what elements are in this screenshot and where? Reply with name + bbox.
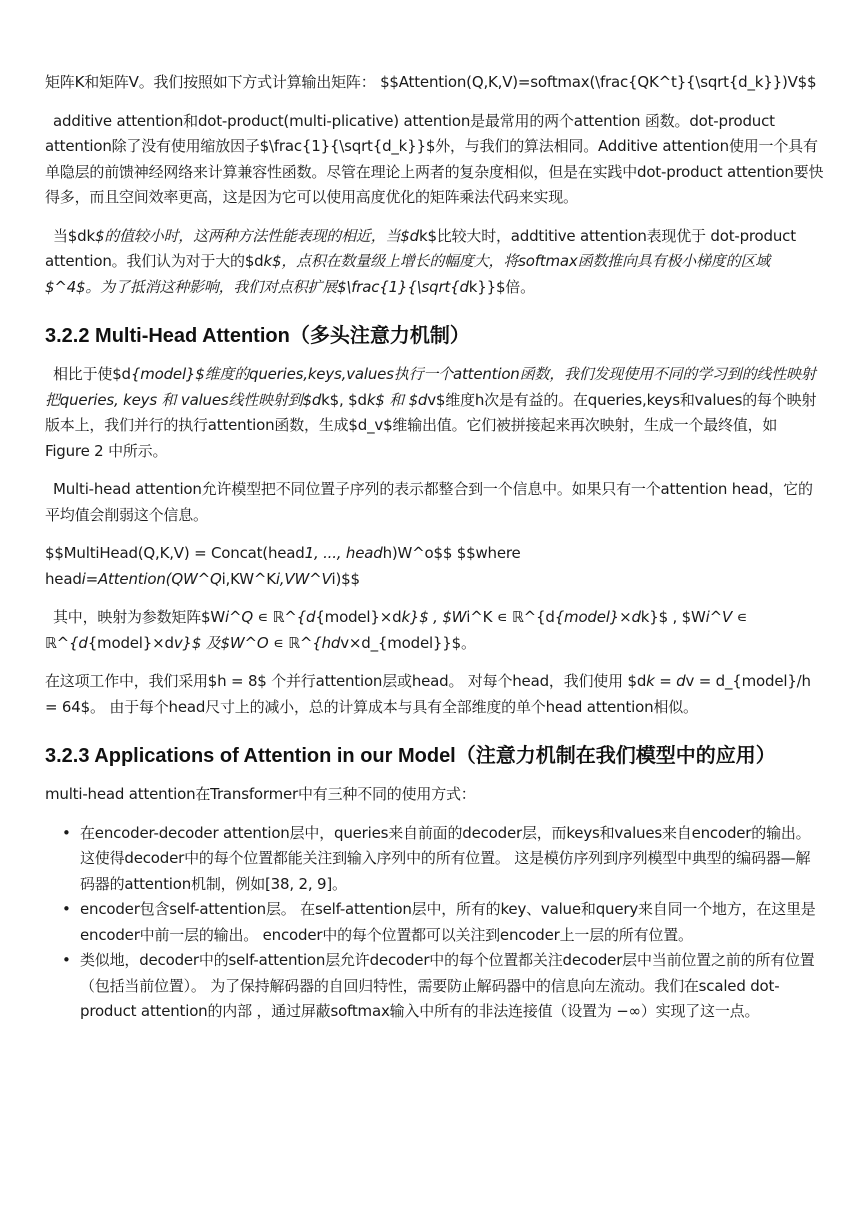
list-item: • 类似地，decoder中的self-attention层允许decoder中的每个位置都关注decoder层中当前位置之前的所有位置（包括当前位置）。 为了保持解码器的自回归特性，需要防止解码器中的信息向左流动。我们在scaled dot-product attention的内部 ，通过屏蔽softmax输入中所有的非法连接值（设置为 −∞）实现了这一点。: [80, 948, 825, 1025]
bullet-icon: •: [62, 951, 71, 969]
list-item: • encoder包含self-attention层。 在self-attention层中，所有的key、value和query来自同一个地方，在这里是encoder中前一层的输出。 encoder中的每个位置都可以关注到encoder上一层的所有位置。: [80, 897, 825, 948]
bullet-icon: •: [62, 900, 71, 918]
paragraph-additive-vs-dot: additive attention和dot-product(multi-plicative) attention是最常用的两个attention 函数。dot-product attention除了没有使用缩放因子$\frac{1}{\sqrt{d_k}}$外，与我们的算法相同。Additive attention使用一个具有单隐层的前馈神经网络来计算兼容性函数。尽管在理论上两者的复杂度相似，但是在实践中dot-product attention要快得多，而且空间效率更高，这是因为它可以使用高度优化的矩阵乘法代码来实现。: [45, 111, 824, 206]
section-heading-multi-head: 3.2.2 Multi-Head Attention（多头注意力机制）: [45, 325, 470, 347]
bullet-icon: •: [62, 823, 71, 842]
document-page: [45, 70, 825, 1025]
paragraph-multi-head-intro: 相比于使$d{model}$维度的queries,keys,values执行一个attention函数，我们发现使用不同的学习到的线性映射把queries, keys 和 values线性映射到$dk$, $dk$ 和 $dv$维度h次是有益的。在queries,keys和values的每个映射版本上，我们并行的执行attention函数，生成$d_v$维输出值。它们被拼接起来再次映射，生成一个最终值，如 Figure 2 中所示。: [45, 365, 817, 460]
section-heading-applications: 3.2.3 Applications of Attention in our Model（注意力机制在我们模型中的应用）: [45, 745, 776, 767]
paragraph-attention-formula: 矩阵K和矩阵V。我们按照如下方式计算输出矩阵： $$Attention(Q,K,V)=softmax(\frac{QK^t}{\sqrt{d_k}})V$$: [45, 73, 817, 91]
paragraph-projection-matrices: 其中，映射为参数矩阵$Wi^Q ∊ ℝ^{d{model}×dk}$ , $Wi^K ∊ ℝ^{d{model}×dk}$ , $Wi^V ∊ ℝ^{d{model}×dv}$ 及$W^O ∊ ℝ^{hdv×d_{model}}$。: [45, 608, 748, 652]
paragraph-usage-intro: multi-head attention在Transformer中有三种不同的使用方式：: [45, 785, 476, 803]
paragraph-multihead-formula: $$MultiHead(Q,K,V) = Concat(head1, ..., headh)W^o$$ $$where headi=Attention(QW^Qi,KW^Ki,VW^Vi)$$: [45, 544, 521, 588]
usage-list: [45, 821, 825, 1025]
paragraph-multi-head-benefit: Multi-head attention允许模型把不同位置子序列的表示都整合到一个信息中。如果只有一个attention head，它的平均值会削弱这个信息。: [45, 480, 813, 524]
paragraph-dk-scaling: 当$dk$的值较小时，这两种方法性能表现的相近，当$dk$比较大时，addtitive attention表现优于 dot-product attention。我们认为对于大的$dk$，点积在数量级上增长的幅度大，将softmax函数推向具有极小梯度的区域$^4$。为了抵消这种影响，我们对点积扩展$\frac{1}{\sqrt{dk}}$倍。: [45, 226, 796, 296]
paragraph-head-count: 在这项工作中，我们采用$h = 8$ 个并行attention层或head。 对每个head，我们使用 $dk = dv = d_{model}/h = 64$。 由于每个head尺寸上的减小，总的计算成本与具有全部维度的单个head attention相似。: [45, 672, 811, 716]
list-item: • 在encoder-decoder attention层中，queries来自前面的decoder层，而keys和values来自encoder的输出。这使得decoder中的每个位置都能关注到输入序列中的所有位置。 这是模仿序列到序列模型中典型的编码器—解码器的attention机制，例如[38, 2, 9]。: [80, 821, 825, 898]
